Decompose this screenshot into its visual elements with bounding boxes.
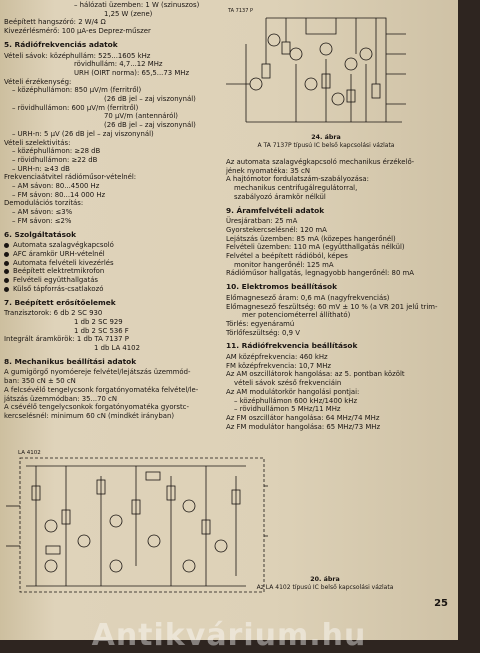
text-line: Integrált áramkörök: 1 db TA 7137 P — [4, 335, 129, 344]
text-line: mechanikus centrifugálregulátorral, — [234, 184, 358, 193]
left-column — [4, 0, 218, 421]
text-line: Az FM modulátor hangolása: 65 MHz/73 MHz — [226, 422, 381, 431]
la4102-schematic — [6, 446, 268, 594]
text-line: 1 db 2 SC 929 — [74, 317, 123, 326]
text-line: A felcsévélő tengelycsonk forgatónyomatéka felvétel/le- — [4, 385, 199, 394]
section-heading: 11. Rádiófrekvencia beállítások — [226, 341, 358, 351]
text-line: ban: 350 cN ± 50 cN — [4, 377, 76, 386]
text-line: Tranzisztorok: 6 db 2 SC 930 — [4, 309, 103, 318]
text-line: monitor hangerőnél: 125 mA — [234, 260, 334, 269]
text-line: 1 db 2 SC 536 F — [74, 326, 129, 335]
text-line: A csévélő tengelycsonkok forgatónyomatéka gyorstc- — [4, 403, 189, 412]
text-line: Felvétel a beépített rádióból, képes — [226, 252, 348, 261]
ta7137p-schematic — [226, 4, 408, 126]
figure-title: 24. ábra — [311, 134, 341, 141]
text-line: Rádióműsor hallgatás, legnagyobb hangerőnél: 80 mA — [226, 269, 414, 278]
text-line: Felvételi üzemben: 110 mA (együtthallgatás nélkül) — [226, 243, 405, 252]
text-line: vételi sávok széső frekvenciáin — [234, 379, 342, 388]
text-line: kercselésnél: minimum 60 cN (mindkét irányban) — [4, 411, 175, 420]
text-line: – AM sávon: 80...4500 Hz — [12, 182, 100, 191]
text-line: – hálózati üzemben: 1 W (szinuszos) — [74, 1, 200, 9]
text-line: játszás üzemmódban: 35...70 cN — [4, 394, 118, 403]
text-line: Törlés: egyenáramú — [226, 319, 295, 328]
list-item: Automata szalagvégkapcsoló — [4, 241, 218, 250]
page-number: 25 — [434, 598, 448, 609]
text-line: Vételi érzékenység: — [4, 77, 72, 86]
section-heading: 7. Beépített erősítőelemek — [4, 297, 116, 307]
list-item: Felvételi együtthallgatás — [4, 276, 218, 285]
text-line: – URH-n: ≥43 dB — [12, 164, 70, 173]
text-line: – középhullámon: ≥28 dB — [12, 147, 101, 156]
list-item: Külső tápforrás-csatlakozó — [4, 285, 218, 294]
figure-title: 20. ábra — [310, 576, 340, 583]
text-line: AM középfrekvencia: 460 kHz — [226, 353, 328, 362]
text-line: – rövidhullámon: ≥22 dB — [12, 155, 98, 164]
text-line: Kivezérlésmérő: 100 µA-es Deprez-műszer — [4, 27, 151, 36]
text-line: 1,25 W (zene) — [104, 9, 153, 18]
text-line: Előmagnesező feszültség: 60 mV ± 10 % (a VR 201 jelű trim- — [226, 302, 438, 311]
section-heading: 8. Mechanikus beállítási adatok — [4, 356, 137, 366]
text-line: – rövidhullámon: 600 µV/m (ferritről) — [12, 103, 139, 112]
text-line: A hajtómotor fordulatszám-szabályozása: — [226, 175, 369, 184]
section-heading: 10. Elektromos beállítások — [226, 282, 337, 292]
text-line: – FM sávon: ≤2% — [12, 216, 72, 225]
right-column — [226, 158, 454, 431]
text-line: Beépített hangszóró: 2 W/4 Ω — [4, 18, 106, 27]
figure-subtitle: Az LA 4102 típusú IC belső kapcsolási vázlata — [256, 584, 394, 591]
text-line: jének nyomatéka: 35 cN — [226, 166, 310, 175]
text-line: Törlőfeszültség: 0,9 V — [226, 328, 300, 337]
list-item: Beépített elektretmikrofon — [4, 267, 218, 276]
text-line: 1 db LA 4102 — [94, 344, 140, 353]
text-line: – AM sávon: ≤3% — [12, 208, 73, 217]
watermark: Antikvárium.hu — [91, 618, 367, 653]
section-heading: 9. Áramfelvételi adatok — [226, 205, 325, 215]
section-heading: 5. Rádiófrekvenciás adatok — [4, 39, 118, 49]
text-line: – középhullámon: 850 µV/m (ferritről) — [12, 86, 142, 95]
text-line: – középhullámon 600 kHz/1400 kHz — [234, 396, 358, 405]
text-line: Lejátszás üzemben: 85 mA (közepes hangerőnél) — [226, 234, 396, 243]
text-line: Gyorstekercselésnél: 120 mA — [226, 225, 327, 234]
text-line: (26 dB jel – zaj viszonynál) — [104, 121, 196, 130]
text-line: 70 µV/m (antennáról) — [104, 112, 178, 121]
text-line: Üresjáratban: 25 mA — [226, 217, 298, 226]
text-line: FM középfrekvencia: 10,7 MHz — [226, 361, 332, 370]
text-line: mer potenciométerrel állítható) — [242, 311, 351, 320]
text-line: Az FM oszcillátor hangolása: 64 MHz/74 MHz — [226, 413, 380, 422]
chip-label: TA 7137 P — [228, 8, 254, 14]
text-line: A gumigörgő nyomóereje felvétel/lejátszás üzemmód- — [4, 368, 191, 377]
text-line: Vételi sávok: középhullám: 525...1605 kHz — [4, 51, 151, 60]
text-line: – rövidhullámon 5 MHz/11 MHz — [234, 405, 341, 414]
list-item: AFC áramkör URH-vételnél — [4, 250, 218, 259]
text-line: URH (OIRT norma): 65,5...73 MHz — [74, 68, 190, 77]
text-line: Demodulációs torzítás: — [4, 199, 84, 208]
figure-subtitle: A TA 7137P típusú IC belső kapcsolási vázlata — [257, 142, 395, 149]
text-line: Előmagnesező áram: 0,6 mA (nagyfrekvenciás) — [226, 293, 390, 302]
text-line: Frekvenciaátvitel rádióműsor-vételnél: — [4, 173, 137, 182]
figure-caption — [250, 576, 400, 592]
text-line: – URH-n: 5 µV (26 dB jel – zaj viszonynál) — [12, 129, 154, 138]
text-line: – FM sávon: 80...14 000 Hz — [12, 190, 106, 199]
text-line: Az AM oszcillátorok hangolása: az 5. pontban közölt — [226, 370, 405, 379]
text-line: rövidhullám: 4,7...12 MHz — [74, 60, 163, 69]
text-line: Az automata szalagvégkapcsoló mechanikus érzékelő- — [226, 158, 415, 166]
figure-caption — [226, 134, 426, 150]
chip-label: LA 4102 — [18, 450, 41, 456]
text-line: Az AM modulátorkör hangolási pontjai: — [226, 387, 360, 396]
text-line: Vételi szelektivitás: — [4, 138, 71, 147]
text-line: (26 dB jel – zaj viszonynál) — [104, 95, 196, 104]
text-line: szabályozó áramkör nélkül — [234, 192, 326, 201]
list-item: Automata felvételi kivezérlés — [4, 259, 218, 268]
section-heading: 6. Szolgáltatások — [4, 229, 77, 239]
